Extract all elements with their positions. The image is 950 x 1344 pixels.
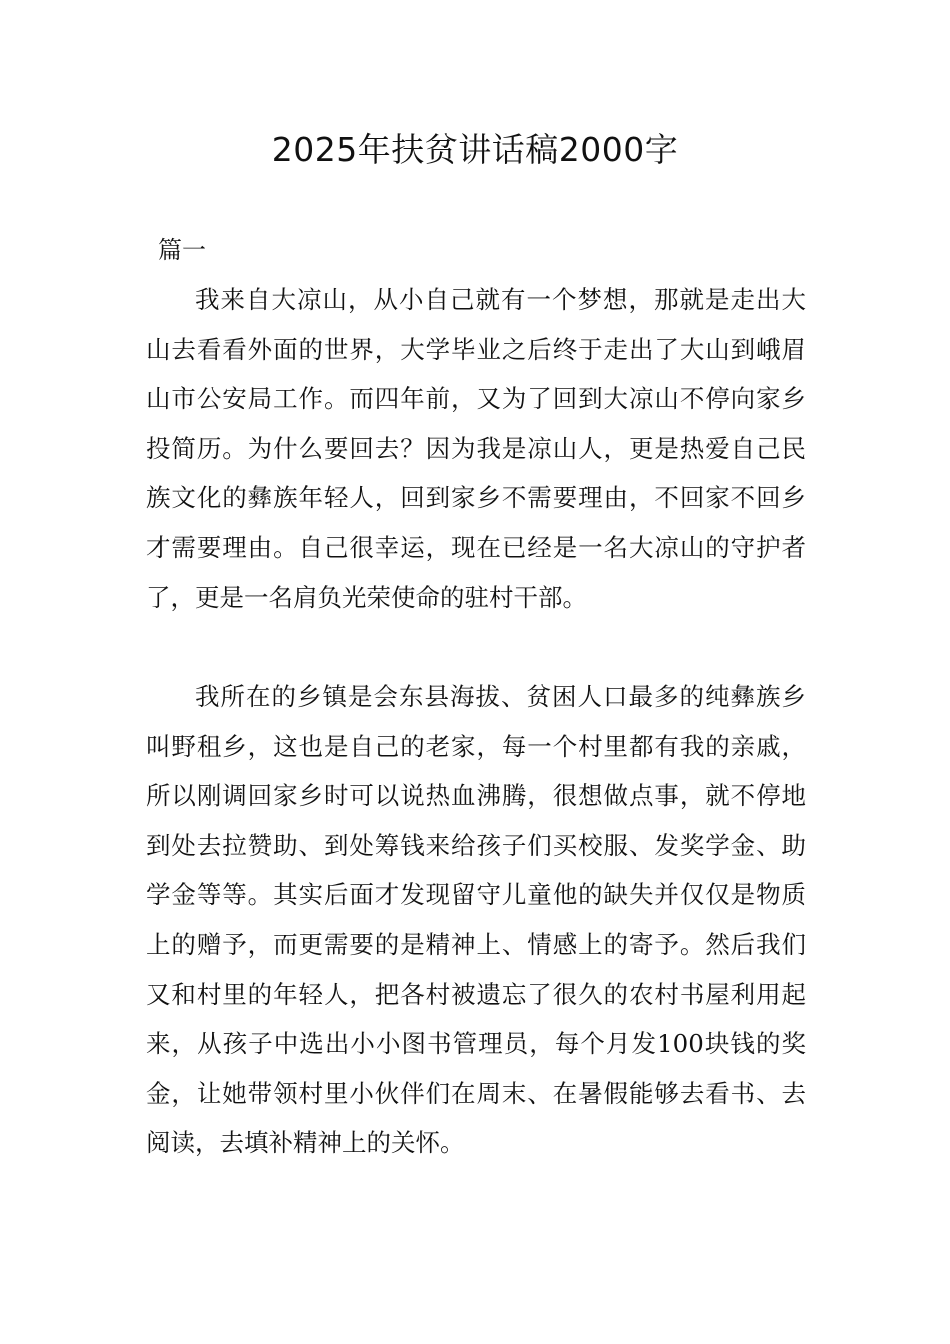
document-title: 2025年扶贫讲话稿2000字 [271, 130, 679, 169]
paragraph-2: 我所在的乡镇是会东县海拔、贫困人口最多的纯彝族乡叫野租乡，这也是自己的老家，每一个村里都有我的亲戚，所以刚调回家乡时可以说热血沸腾，很想做点事，就不停地到处去拉赞助、到处筹钱来给孩子们买校服、发奖学金、助学金等等。其实后面才发现留守儿童他的缺失并仅仅是物质上的赠予，而更需要的是精神上、情感上的寄予。然后我们又和村里的年轻人，把各村被遗忘了很久的农村书屋利用起来，从孩子中选出小小图书管理员，每个月发100块钱的奖金，让她带领村里小伙伴们在周末、在暑假能够去看书、去阅读，去填补精神上的关怀。 [146, 682, 806, 1158]
paragraph-1: 我来自大凉山，从小自己就有一个梦想，那就是走出大山去看看外面的世界，大学毕业之后终于走出了大山到峨眉山市公安局工作。而四年前，又为了回到大凉山不停向家乡投简历。为什么要回去？因为我是凉山人，更是热爱自己民族文化的彝族年轻人，回到家乡不需要理由，不回家不回乡才需要理由。自己很幸运，现在已经是一名大凉山的守护者了，更是一名肩负光荣使命的驻村干部。 [146, 285, 806, 612]
section-label: 篇一 [158, 236, 206, 264]
